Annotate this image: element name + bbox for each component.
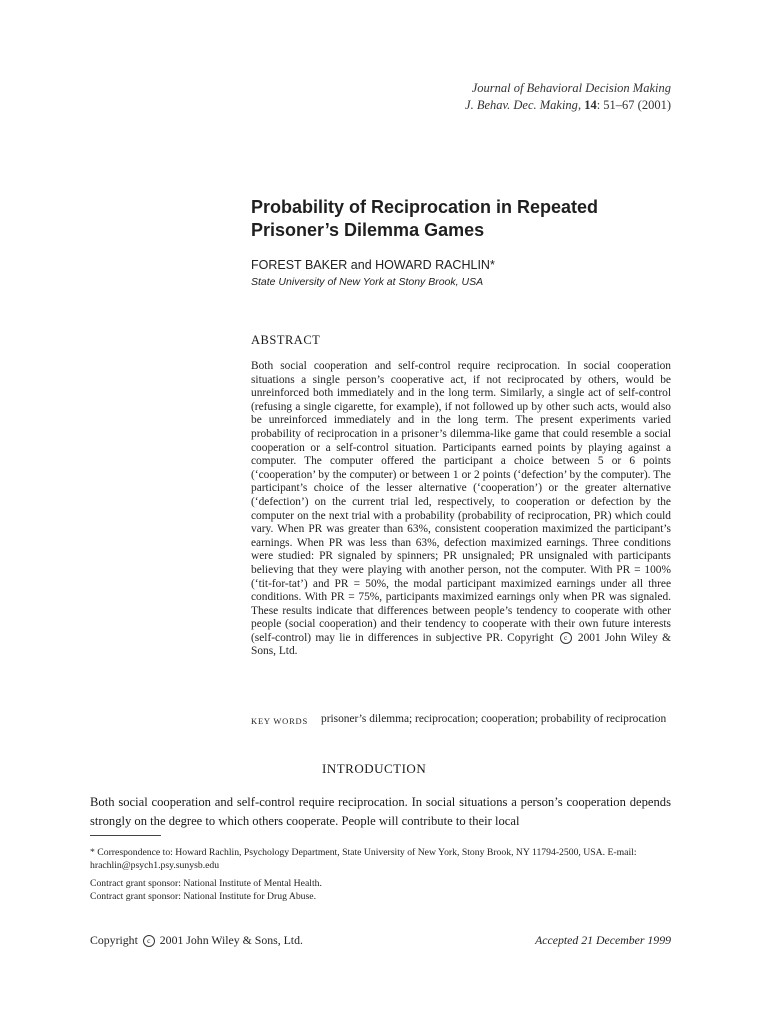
grant-sponsor-1: Contract grant sponsor: National Institute of Mental Health. (90, 878, 322, 889)
copyright-icon: c (143, 935, 155, 947)
footer-copyright (90, 933, 303, 948)
footnote-grants (90, 878, 671, 903)
journal-name: Journal of Behavioral Decision Making (471, 81, 671, 95)
citation-pages: : 51–67 (2001) (596, 98, 671, 112)
citation-abbrev: J. Behav. Dec. Making (465, 98, 578, 112)
article-title: Probability of Reciprocation in Repeated Prisoner’s Dilemma Games (251, 197, 599, 240)
abstract-heading: ABSTRACT (251, 333, 321, 347)
introduction-body: Both social cooperation and self-control require reciprocation. In social situations a person’s cooperation depends strongly on the degree to which others cooperate. People will contribute to their local (90, 795, 671, 828)
footer-copyright-rest: 2001 John Wiley & Sons, Ltd. (159, 933, 303, 947)
article-authors: FOREST BAKER and HOWARD RACHLIN* (251, 258, 495, 272)
footer-copyright-prefix: Copyright (90, 933, 138, 947)
abstract-copyright: 2001 John Wiley & Sons, Ltd. (251, 631, 671, 658)
keywords-label: KEY WORDS (251, 716, 309, 726)
journal-citation: J. Behav. Dec. Making, 14: 51–67 (2001) (465, 98, 671, 112)
footnote-divider (90, 835, 161, 836)
copyright-icon: c (560, 632, 572, 644)
abstract-body (251, 360, 671, 659)
accepted-date: Accepted 21 December 1999 (535, 933, 671, 947)
keywords-text: prisoner’s dilemma; reciprocation; cooperation; probability of reciprocation (321, 713, 667, 725)
footnote-correspondence: * Correspondence to: Howard Rachlin, Psychology Department, State University of New York, Stony Brook, NY 11794-2500, USA. E-mail: hrachlin@psych1.psy.sunysb.edu (90, 847, 637, 871)
abstract-text: Both social cooperation and self-control require reciprocation. In social cooperation situations a single person’s cooperative act, if not reciprocated by others, would be unreinforced both immediately and in the long term. Similarly, a single act of self-control (refusing a single cigarette, for example), if not followed up by other such acts, would also be unreinforced immediately and in the long term. The present experiments varied probability of reciprocation in a prisoner’s dilemma-like game that could resemble a social cooperation or a self-control situation. Participants earned points by playing against a computer. The computer offered the participant a choice between 5 or 6 points (‘cooperation’ by the computer) or between 1 or 2 points (‘defection’ by the computer). The participant’s choice of the lesser alternative (‘cooperation’) or the greater alternative (‘defection’) on the current trial led, respectively, to cooperation or defection by the computer on the next trial with a probability (probability of reciprocation, PR) which could vary. When PR was greater than 63%, consistent cooperation maximized the participant’s earnings. When PR was less than 63%, defection maximized earnings. Three conditions were studied: PR signaled by spinners; PR unsignaled; PR unsignaled with participants believing that they were playing with another person, not the computer. With PR = 100% (‘tit-for-tat’) and PR = 50%, the modal participant maximized earnings under all three conditions. With PR = 75%, participants maximized earnings only when PR was signaled. These results indicate that differences between people’s tendency to cooperate with other people (social cooperation) and their tendency to cooperate with their own future interests (self-control) may lie in differences in subjective PR. Copyright (251, 360, 671, 644)
citation-volume: 14 (584, 98, 597, 112)
article-affiliation: State University of New York at Stony Brook, USA (251, 276, 484, 288)
grant-sponsor-2: Contract grant sponsor: National Institute for Drug Abuse. (90, 890, 316, 902)
introduction-heading: INTRODUCTION (322, 761, 427, 776)
